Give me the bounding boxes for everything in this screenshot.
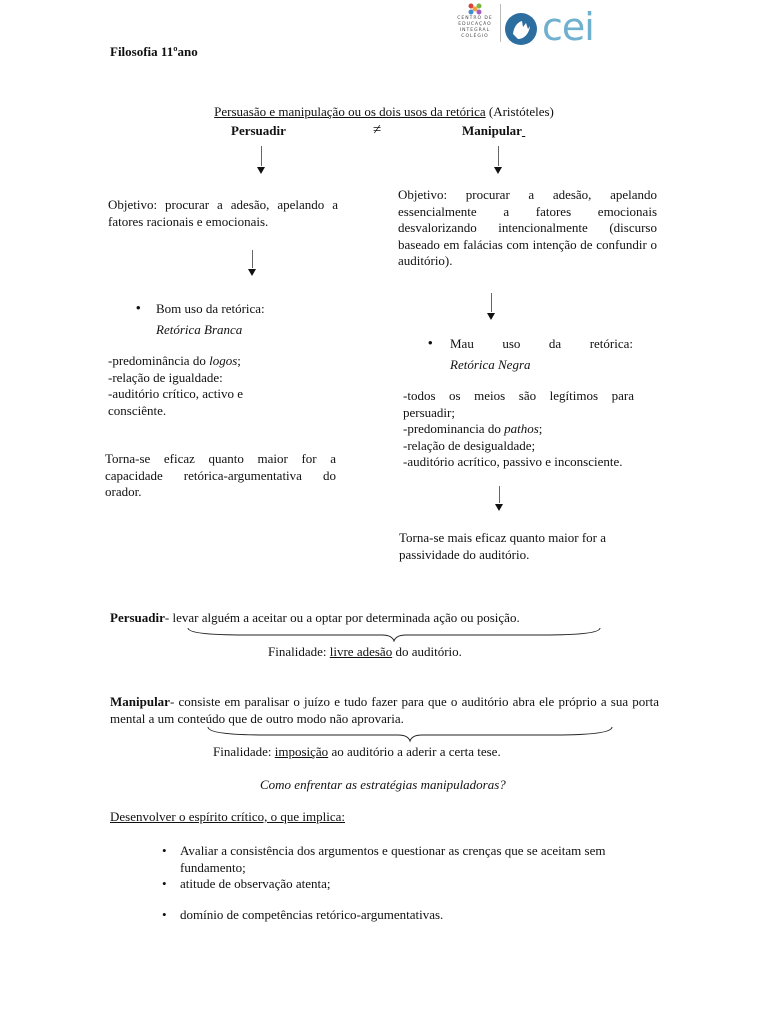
finalidade-key: livre adesão [329,644,393,659]
left-traits [108,353,278,419]
persuadir-definition [110,610,660,627]
manipular-text: - consiste em paralisar o juízo e tudo fazer para que o auditório abra ele próprio a sua porta mental a um conteúdo que de outro modo não aprovaria. [110,694,659,726]
not-equal-symbol: ≠ [373,122,382,138]
list-item [160,843,660,876]
right-trait [403,421,634,438]
title-underlined: Persuasão e manipulação ou os dois usos da retórica [214,104,486,119]
brace-under-icon [206,725,614,743]
finalidade-key: imposição [274,744,329,759]
right-trait-suffix: ; [538,421,543,436]
arrow-down-icon [257,167,265,174]
left-trait: -auditório crítico, activo e consciênte. [108,386,244,418]
right-traits [403,388,634,471]
arrow-line [498,146,499,166]
persuadir-finalidade [268,644,462,661]
logo-org-line: COLÉGIO [461,34,489,39]
persuadir-term: Persuadir [110,610,165,625]
right-trait-pathos: pathos [504,421,539,436]
list-item [160,876,660,893]
question: Como enfrentar as estratégias manipuladoras? [260,777,506,792]
right-trait: -todos os meios são legítimos para persuadir; [403,388,634,420]
right-trait: -relação de desigualdade; [403,437,536,453]
right-heading-text: Manipular [462,123,522,138]
title-rest: (Aristóteles) [485,104,554,119]
persuadir-text: - levar alguém a aceitar ou a optar por determinada ação ou posição. [164,610,520,625]
right-trait-prefix: -predominancia do [403,421,505,436]
right-bullet-label: Mau uso da retórica: [450,336,633,351]
left-trait-logos: logos [209,353,238,368]
left-bullet-label: Bom uso da retórica: [156,301,265,316]
critical-heading: Desenvolver o espírito crítico, o que implica: [110,809,346,824]
bullet-dot-icon: • [428,335,433,350]
hand-logo-icon [504,12,538,46]
left-trait: -relação de igualdade: [108,369,223,385]
left-trait-prefix: -predominância do [108,353,210,368]
left-effective: Torna-se eficaz quanto maior for a capacidade retórica-argumentativa do orador. [105,451,336,499]
logo-divider [500,4,501,42]
logo-org-line: EDUCAÇÃO [458,22,492,27]
list-item-text: atitude de observação atenta; [180,876,331,891]
bullet-dot-icon: • [136,300,141,315]
subject-title: Filosofia 11ºano [110,44,198,59]
right-bullet-sub: Retórica Negra [450,357,531,372]
page-title [110,104,658,121]
brace-under-icon [186,626,602,642]
list-item [160,907,660,924]
critical-list [160,843,660,923]
finalidade-label: Finalidade: [213,744,275,759]
school-logo [452,2,622,48]
right-effective: Torna-se mais eficaz quanto maior for a passividade do auditório. [399,530,606,562]
left-trait [108,353,278,370]
flower-logo-icon [462,2,488,16]
arrow-down-icon [487,313,495,320]
manipular-term: Manipular [110,694,170,709]
list-item-text: domínio de competências retórico-argumentativas. [180,906,444,922]
manipular-finalidade [213,744,501,761]
left-bullet-sub: Retórica Branca [156,322,243,337]
left-objective: Objetivo: procurar a adesão, apelando a fatores racionais e emocionais. [108,197,338,229]
arrow-line [499,486,500,503]
left-trait-suffix: ; [237,353,241,368]
logo-org-line: CENTRO DE [457,16,493,21]
list-item-text: Avaliar a consistência dos argumentos e questionar as crenças que se aceitam sem fundamento; [180,843,606,875]
manipular-definition [110,694,659,727]
right-trait: -auditório acrítico, passivo e inconsciente. [403,454,623,469]
logo-brand: cei [542,5,594,49]
arrow-down-icon [494,167,502,174]
finalidade-rest: ao auditório a aderir a certa tese. [328,744,501,759]
left-heading: Persuadir [231,123,286,138]
finalidade-label: Finalidade: [268,644,330,659]
arrow-line [491,293,492,312]
arrow-line [252,250,253,268]
logo-org-text [452,16,498,40]
arrow-line [261,146,262,166]
right-objective: Objetivo: procurar a adesão, apelando essencialmente a fatores emocionais desvalorizando intencionalmente (discurso baseado em falácias com intenção de confundir o auditório). [398,187,657,268]
arrow-down-icon [248,269,256,276]
right-heading [462,123,525,140]
arrow-down-icon [495,504,503,511]
finalidade-rest: do auditório. [392,644,462,659]
logo-org-line: INTEGRAL [459,28,491,33]
